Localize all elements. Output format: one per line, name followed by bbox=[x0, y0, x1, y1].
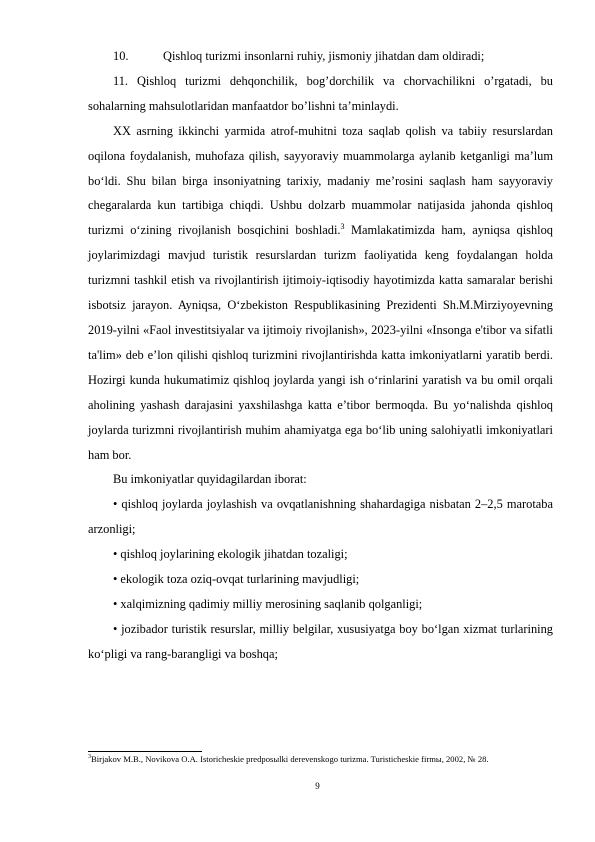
bullet-item: • jozibador turistik resurslar, milliy belgilar, xususiyatga boy bo‘lgan xizmat turlarining ko‘pligi va rang-barangligi va boshqa; bbox=[88, 621, 553, 661]
bullet-item: • ekologik toza oziq-ovqat turlarining mavjudligi; bbox=[113, 572, 360, 587]
bullet-item: • qishloq joylarda joylashish va ovqatlanishning shahardagiga nisbatan 2–2,5 marotaba arzonligi; bbox=[88, 497, 553, 537]
main-paragraph bbox=[88, 119, 553, 468]
list-item-text: Qishloq turizmi insonlarni ruhiy, jismoniy jihatdan dam oldiradi; bbox=[163, 49, 485, 63]
footnote-number: 3 bbox=[88, 754, 91, 761]
bullet-item: • xalqimizning qadimiy milliy merosining saqlanib qolganligi; bbox=[113, 596, 423, 611]
list-item-10 bbox=[88, 44, 553, 69]
page-number: 9 bbox=[315, 781, 320, 791]
list-item-number: 10. bbox=[113, 49, 129, 63]
list-item-11: 11. Qishloq turizmi dehqonchilik, bog’dorchilik va chorvachilikni o’rgatadi, bu sohalarning mahsulotlaridan manfaatdor bo’lishni ta’minlaydi. bbox=[88, 73, 553, 113]
bullet-item: • qishloq joylarining ekologik jihatdan tozaligi; bbox=[113, 547, 348, 562]
main-paragraph-part2: Mamlakatimizda ham, ayniqsa qishloq joylarimizdagi mavjud turistik resurslardan turizm faoliyatida keng foydalangan holda turizmni tashkil etish va rivojlantirish ijtimoiy-iqtisodiy hayotimizda katta samaralar berishi isbotsiz jarayon. Ayniqsa, O‘zbekiston Respublikasining Prezidenti Sh.M.Mirziyoyevning 2019-yilni «Faol investitsiyalar va ijtimoiy rivojlanish», 2023-yilni «Insonga e'tibor va sifatli ta'lim» deb e’lon qilishi qishloq turizmini rivojlantirishda katta imkoniyatlarni yaratib berdi. Hozirgi kunda hukumatimiz qishloq joylarda yangi ish o‘rinlarini yaratish va bu omil orqali aholining yashash darajasini yaxshilashga katta e’tibor bermoqda. Bu yo‘nalishda qishloq joylarda turizmni rivojlantirish muhim ahamiyatga ega bo‘lib uning salohiyatli imkoniyatlari ham bor. bbox=[88, 223, 553, 462]
list-intro: Bu imkoniyatlar quyidagilardan iborat: bbox=[113, 472, 307, 487]
footnote-divider bbox=[88, 751, 202, 752]
footnote bbox=[88, 753, 553, 765]
body-text bbox=[88, 44, 553, 667]
footnote-text: Birjakov M.B., Novikova O.A. Istoricheskie predposыlki derevenskogo turizma. Turisticheskie firmы, 2002, № 28. bbox=[91, 754, 489, 764]
main-paragraph-part1: XX asrning ikkinchi yarmida atrof-muhitni toza saqlab qolish va tabiiy resurslardan oqilona foydalanish, muhofaza qilish, sayyoraviy muammolarga aylanib ketganligi ma’lum bo‘ldi. Shu bilan birga insoniyatning tarixiy, madaniy me’rosini saqlash ham sayyoraviy chegaralarda kun tartibiga chiqdi. Ushbu dolzarb muammolar natijasida jahonda qishloq turizmi o‘zining rivojlanish bosqichini boshladi. bbox=[88, 123, 553, 238]
footnote-reference[interactable]: 3 bbox=[340, 222, 345, 232]
